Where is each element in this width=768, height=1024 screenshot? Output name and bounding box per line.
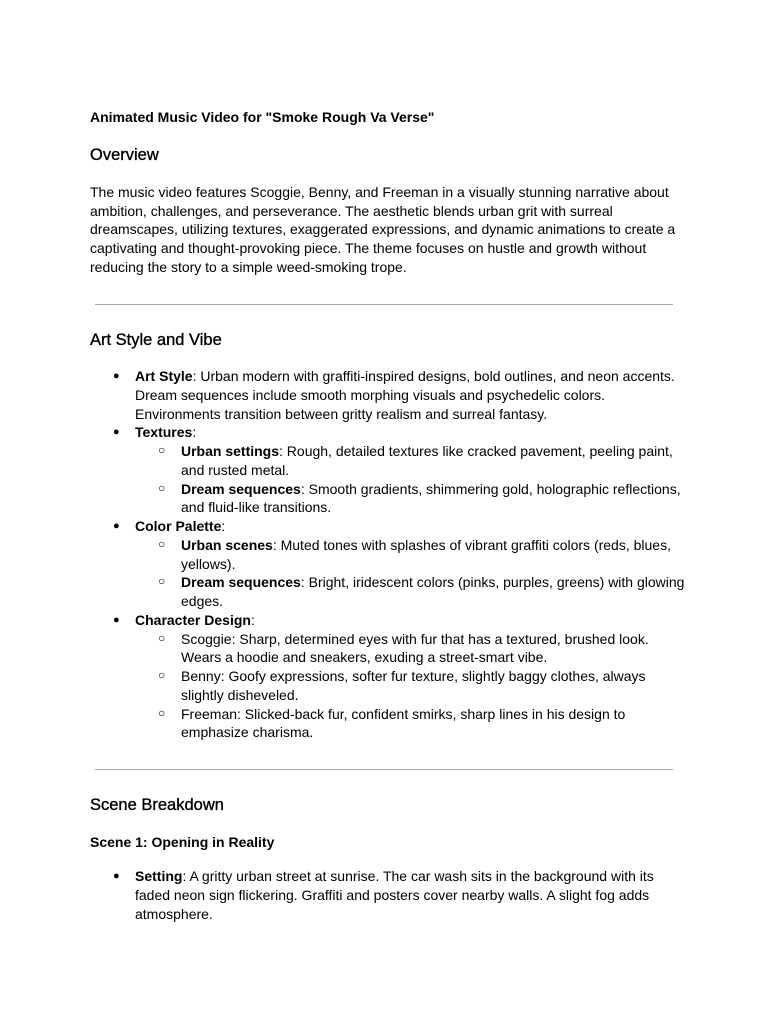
- sub-item-urban-scenes: [90, 536, 690, 574]
- color-palette-colon: :: [221, 518, 226, 534]
- dream-sequences-label: Dream sequences: [181, 480, 301, 497]
- bullet-icon: ●: [113, 370, 120, 382]
- color-palette-label: Color Palette: [135, 518, 222, 534]
- list-item-setting: [90, 867, 690, 923]
- dream-sequences-palette-text: : Bright, iridescent colors (pinks, purples, greens) with glowing edges.: [181, 574, 685, 609]
- bullet-icon: ●: [113, 426, 120, 439]
- scene-breakdown-heading: Scene Breakdown: [90, 796, 224, 814]
- list-item-color-palette: [90, 517, 690, 611]
- sub-bullet-icon: ○: [158, 668, 166, 682]
- setting-label: Setting: [135, 868, 183, 884]
- art-style-list: [90, 367, 690, 742]
- sub-bullet-icon: ○: [158, 536, 166, 551]
- art-style-text: : Urban modern with graffiti-inspired designs, bold outlines, and neon accents. Dream sequences include smooth morphing visuals and psychedelic colors. Environments transition between gritty realism and surreal fantasy.: [135, 368, 675, 422]
- dream-sequences-palette-label: Dream sequences: [181, 574, 301, 591]
- section-divider: [95, 304, 673, 305]
- sub-bullet-icon: ○: [158, 574, 166, 589]
- setting-text: : A gritty urban street at sunrise. The car wash sits in the background with its faded neon sign flickering. Graffiti and posters cover nearby walls. A slight fog adds atmosphere.: [135, 868, 654, 922]
- scene-1-title: Scene 1: Opening in Reality: [90, 834, 275, 850]
- list-item-art-style: [90, 367, 690, 423]
- character-design-label: Character Design: [135, 611, 251, 628]
- section-divider: [95, 769, 673, 770]
- list-item-textures: [90, 423, 690, 517]
- sub-bullet-icon: ○: [158, 480, 166, 495]
- bullet-icon: ●: [113, 520, 120, 532]
- scene-1-list: [90, 867, 690, 923]
- list-item-character-design: [90, 611, 690, 742]
- character-design-colon: :: [250, 611, 255, 628]
- overview-paragraph: The music video features Scoggie, Benny, and Freeman in a visually stunning narrative about ambition, challenges, and perseverance. The aesthetic blends urban grit with surreal dreamscapes, utilizing textures, exaggerated expressions, and dynamic animations to create a captivating and thought-provoking piece. The theme focuses on hustle and growth without reducing the story to a simple weed-smoking trope.: [90, 184, 676, 275]
- urban-scenes-label: Urban scenes: [181, 536, 273, 553]
- sub-item-scoggie: [90, 630, 690, 668]
- benny-text: Benny: Goofy expressions, softer fur texture, slightly baggy clothes, always slightly disheveled.: [181, 668, 646, 703]
- sub-item-dream-sequences: [90, 480, 690, 518]
- freeman-text: Freeman: Slicked-back fur, confident smirks, sharp lines in his design to emphasize charisma.: [181, 705, 626, 741]
- overview-heading: Overview: [90, 146, 159, 164]
- sub-item-benny: [90, 667, 690, 705]
- scoggie-text: Scoggie: Sharp, determined eyes with fur that has a textured, brushed look. Wears a hoodie and sneakers, exuding a street-smart vibe.: [181, 630, 649, 666]
- textures-label: Textures: [135, 424, 193, 441]
- textures-colon: :: [192, 424, 197, 441]
- sub-bullet-icon: ○: [158, 705, 166, 720]
- art-style-label: Art Style: [135, 368, 193, 384]
- bullet-icon: ●: [113, 870, 120, 882]
- art-style-heading: Art Style and Vibe: [90, 331, 222, 349]
- urban-settings-label: Urban settings: [181, 443, 280, 459]
- sub-bullet-icon: ○: [158, 443, 166, 457]
- bullet-icon: ●: [113, 613, 120, 626]
- sub-item-dream-sequences-palette: [90, 573, 690, 611]
- dream-sequences-text: : Smooth gradients, shimmering gold, holographic reflections, and fluid-like transitions.: [181, 480, 681, 516]
- sub-bullet-icon: ○: [158, 630, 166, 645]
- urban-settings-text: : Rough, detailed textures like cracked pavement, peeling paint, and rusted metal.: [181, 443, 673, 478]
- sub-item-urban-settings: [90, 442, 690, 480]
- document-title: Animated Music Video for "Smoke Rough Va Verse": [90, 109, 435, 125]
- urban-scenes-text: : Muted tones with splashes of vibrant graffiti colors (reds, blues, yellows).: [181, 536, 671, 572]
- sub-item-freeman: [90, 705, 690, 743]
